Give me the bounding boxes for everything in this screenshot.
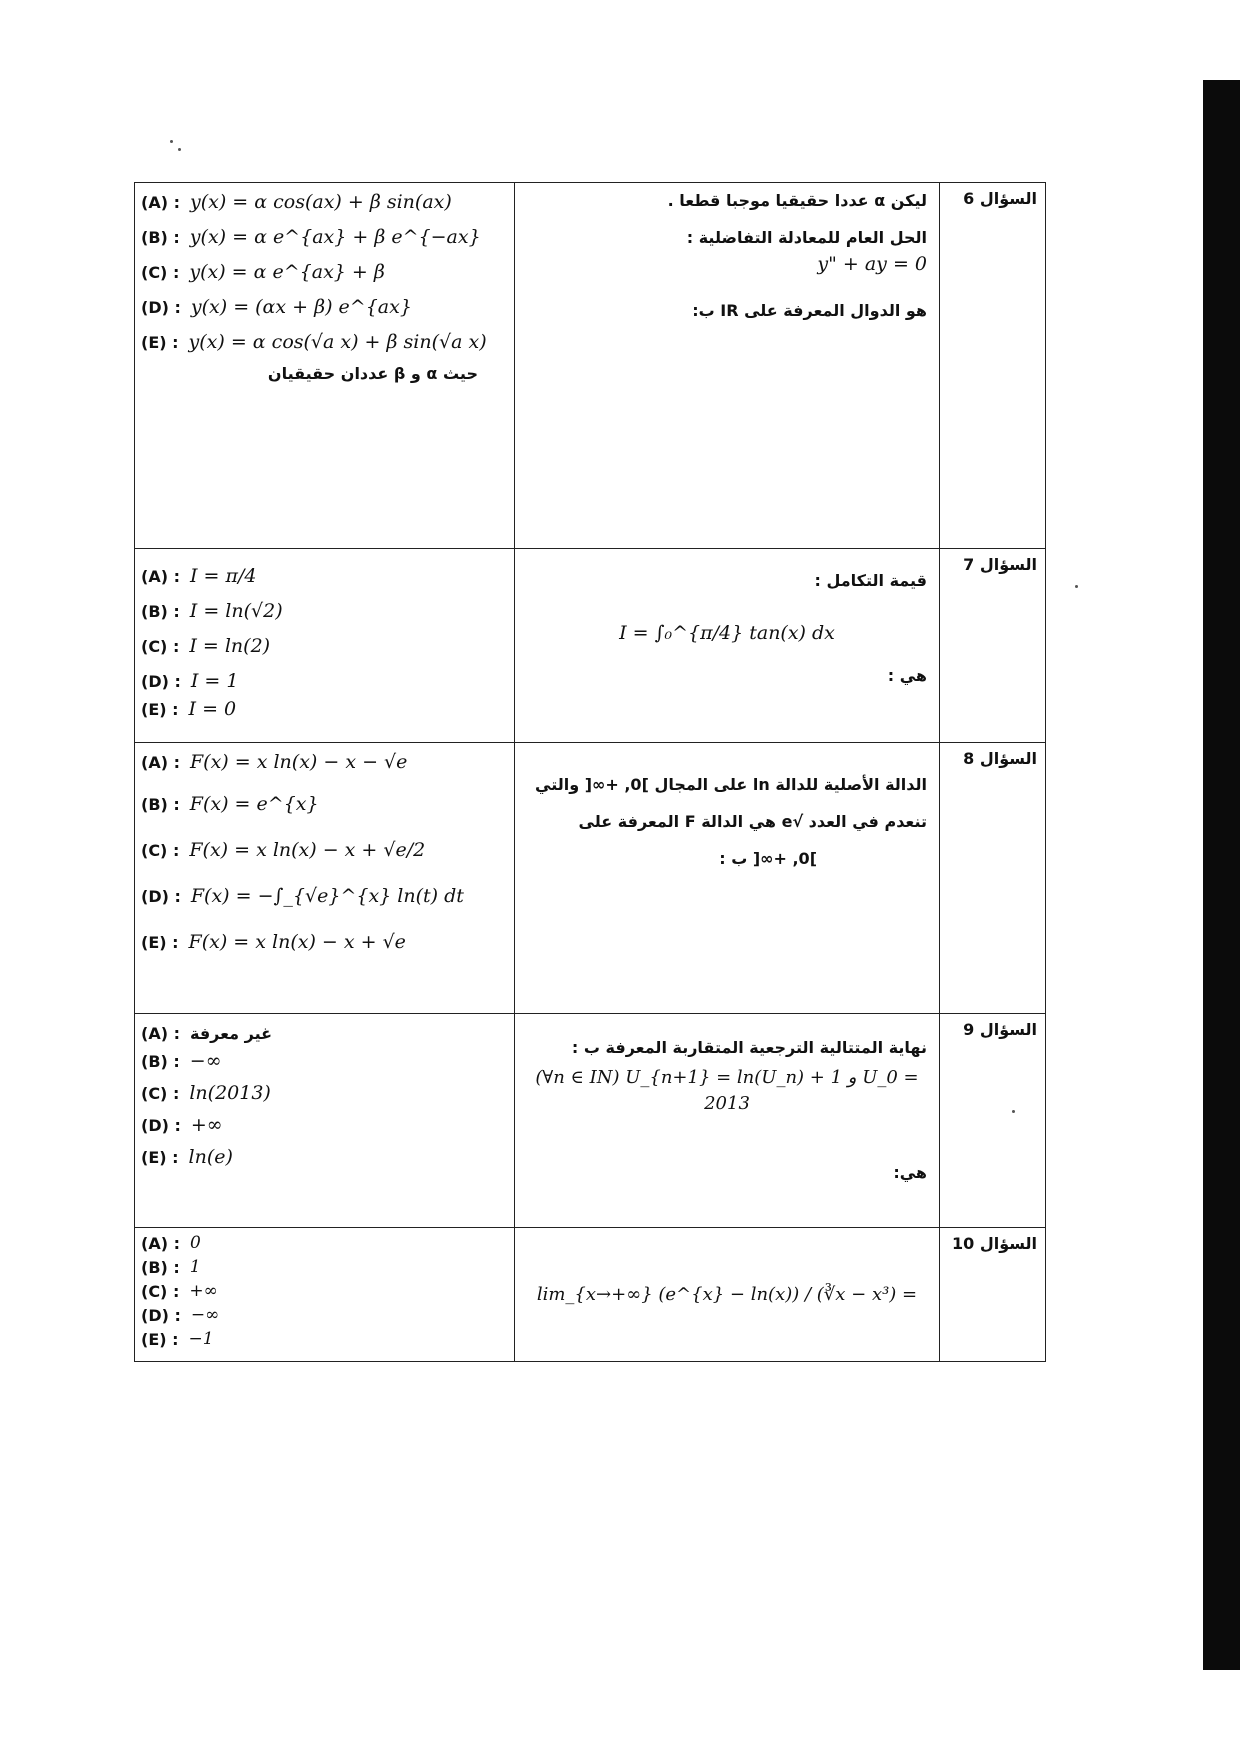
statement-cell bbox=[515, 1228, 940, 1362]
answer-option: (D) : −∞ bbox=[141, 1305, 220, 1325]
answers-cell bbox=[135, 743, 515, 1014]
statement-line: قيمة التكامل : bbox=[814, 571, 927, 590]
statement-cell bbox=[515, 183, 940, 549]
answers-cell bbox=[135, 1014, 515, 1228]
answer-option: (E) : y(x) = α cos(√a x) + β sin(√a x) bbox=[141, 331, 487, 353]
answer-option: (A) : 0 bbox=[141, 1233, 201, 1253]
question-row bbox=[135, 743, 1046, 1014]
answer-option: (D) : F(x) = −∫_{√e}^{x} ln(t) dt bbox=[141, 885, 464, 907]
statement-equation: (∀n ∈ IN) U_{n+1} = ln(U_n) + 1 و U_0 = 2013 bbox=[535, 1067, 919, 1115]
question-label-cell bbox=[940, 743, 1046, 1014]
answers-cell bbox=[135, 183, 515, 549]
statement-line: الحل العام للمعادلة التفاضلية : bbox=[686, 228, 927, 248]
answer-option: (C) : +∞ bbox=[141, 1281, 218, 1301]
question-label-cell bbox=[940, 1228, 1046, 1362]
answer-option: (D) : +∞ bbox=[141, 1114, 223, 1136]
question-label-cell bbox=[940, 1014, 1046, 1228]
statement-cell bbox=[515, 1014, 940, 1228]
statement-equation: I = ∫₀^{π/4} tan(x) dx bbox=[619, 622, 835, 645]
scan-speck bbox=[170, 140, 173, 143]
statement-line: تنعدم في العدد √e هي الدالة F المعرفة على bbox=[578, 812, 927, 832]
answer-option: (B) : y(x) = α e^{ax} + β e^{−ax} bbox=[141, 226, 481, 248]
answer-option: (E) : −1 bbox=[141, 1329, 214, 1349]
scan-speck bbox=[178, 148, 181, 151]
question-label: السؤال 9 bbox=[963, 1020, 1037, 1039]
answer-option: (E) : F(x) = x ln(x) − x + √e bbox=[141, 931, 406, 953]
question-row bbox=[135, 549, 1046, 743]
answer-option: (D) : I = 1 bbox=[141, 670, 239, 692]
answer-option: (C) : ln(2013) bbox=[141, 1082, 271, 1104]
statement-equation: lim_{x→+∞} (e^{x} − ln(x)) / (∛x − x³) = bbox=[536, 1284, 918, 1305]
answer-option: (A) : F(x) = x ln(x) − x − √e bbox=[141, 751, 408, 773]
answer-option: (C) : F(x) = x ln(x) − x + √e/2 bbox=[141, 839, 426, 861]
answers-cell bbox=[135, 549, 515, 743]
answer-option: (E) : I = 0 bbox=[141, 698, 237, 720]
question-row bbox=[135, 1014, 1046, 1228]
answer-option: (D) : y(x) = (αx + β) e^{ax} bbox=[141, 296, 412, 318]
statement-line: هي : bbox=[887, 665, 927, 685]
answer-note: حيث α و β عددان حقيقيان bbox=[267, 364, 478, 383]
answer-option: (B) : F(x) = e^{x} bbox=[141, 793, 319, 815]
statement-cell bbox=[515, 549, 940, 743]
answer-option: (A) : y(x) = α cos(ax) + β sin(ax) bbox=[141, 191, 452, 213]
question-label-cell bbox=[940, 549, 1046, 743]
question-label: السؤال 8 bbox=[963, 749, 1037, 768]
statement-line: نهاية المتتالية الترجعية المتقاربة المعرفة ب : bbox=[571, 1038, 927, 1057]
statement-line: هو الدوال المعرفة على IR ب: bbox=[692, 300, 927, 320]
statement-line: هي: bbox=[893, 1163, 927, 1183]
answer-option: (B) : −∞ bbox=[141, 1050, 222, 1072]
answer-option: (C) : y(x) = α e^{ax} + β bbox=[141, 261, 385, 283]
question-label: السؤال 7 bbox=[963, 555, 1037, 574]
statement-equation: y" + ay = 0 bbox=[817, 253, 927, 276]
question-row bbox=[135, 183, 1046, 549]
question-label: السؤال 6 bbox=[963, 189, 1037, 208]
question-row bbox=[135, 1228, 1046, 1362]
question-label: السؤال 10 bbox=[951, 1234, 1037, 1253]
question-label-cell bbox=[940, 183, 1046, 549]
answer-option: (E) : ln(e) bbox=[141, 1146, 233, 1168]
exam-questions-table bbox=[134, 182, 1046, 1362]
answer-option: (C) : I = ln(2) bbox=[141, 635, 271, 657]
scan-speck bbox=[1075, 585, 1078, 588]
statement-line: ليكن α عددا حقيقيا موجبا قطعا . bbox=[667, 191, 927, 210]
statement-line: الدالة الأصلية للدالة ln على المجال ]0, +∞[ والتي bbox=[535, 775, 927, 794]
scan-edge-bar bbox=[1203, 80, 1240, 1670]
answer-option: (A) : I = π/4 bbox=[141, 565, 257, 587]
statement-cell bbox=[515, 743, 940, 1014]
statement-line: ]0, +∞[ ب : bbox=[719, 849, 817, 869]
answer-option: (A) : غير معرفة bbox=[141, 1023, 273, 1043]
answers-cell bbox=[135, 1228, 515, 1362]
answer-option: (B) : 1 bbox=[141, 1257, 201, 1277]
answer-option: (B) : I = ln(√2) bbox=[141, 600, 283, 622]
